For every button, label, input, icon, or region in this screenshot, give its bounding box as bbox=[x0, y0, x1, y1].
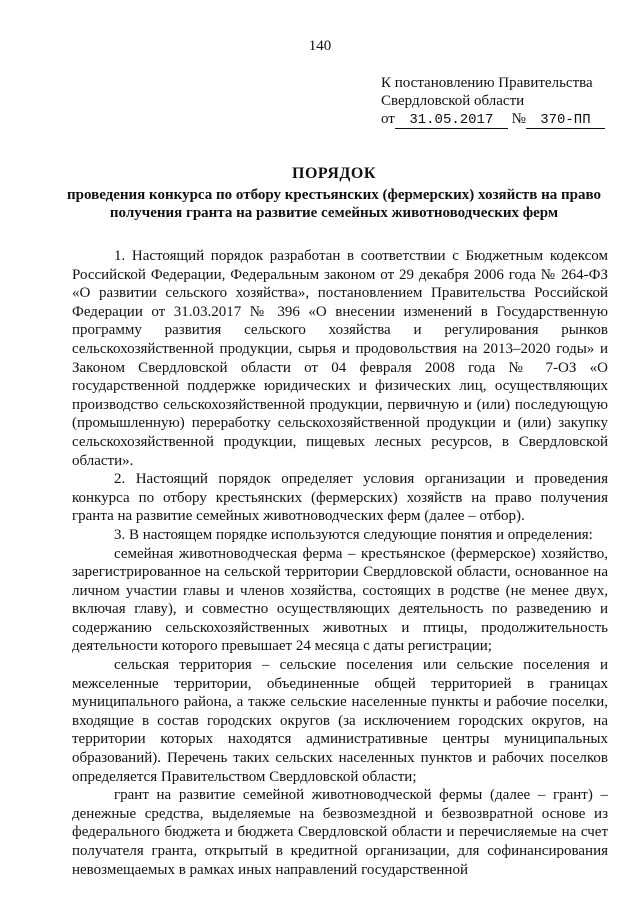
page-number: 140 bbox=[308, 38, 332, 54]
paragraph-1: 1. Настоящий порядок разработан в соответствии с Бюджетным кодексом Российской Федерации, Федеральным законом от 29 декабря 2006 года № 264-ФЗ «О развитии сельского хозяйства», постановлением Правительства Российской Федерации от 31.03.2017 № 396 «О внесении изменений в Государственную программу развития сельского хозяйства и регулирования рынков сельскохозяйственной продукции, сырья и продовольствия на 2013–2020 годы» и Законом Свердловской области от 04 февраля 2008 года № 7-ОЗ «О государственной поддержке юридических и физических лиц, осуществляющих производство сельскохозяйственной продукции, первичную и (или) последующую (промышленную) переработку сельскохозяйственной продукции и (или) закупку сельскохозяйственной продукции, пищевых лесных ресурсов, в Свердловской области». bbox=[72, 248, 608, 469]
paragraph-2: 2. Настоящий порядок определяет условия организации и проведения конкурса по отбору крестьянских (фермерских) хозяйств на право получения гранта на развитие семейных животноводческих ферм (далее – отбор). bbox=[72, 471, 608, 525]
definition-family-farm: семейная животноводческая ферма – крестьянское (фермерское) хозяйство, зарегистрированное на сельской территории Свердловской области, основанное на личном участии главы и членов хозяйства, состоящих в родстве (не менее двух, включая главу), и совместно осуществляющих деятельность по разведению и содержанию сельскохозяйственных животных и птицы, продолжительность деятельности которого превышает 24 месяца с даты регистрации; bbox=[72, 545, 608, 655]
approval-from-prefix: от bbox=[381, 111, 395, 127]
approval-line-2: Свердловской области bbox=[381, 93, 525, 109]
approval-block bbox=[381, 74, 621, 129]
approval-number-sign: № bbox=[511, 111, 526, 127]
approval-line-1: К постановлению Правительства bbox=[381, 75, 593, 91]
approval-date: 31.05.2017 bbox=[395, 113, 508, 129]
title-main: ПОРЯДОК bbox=[292, 165, 376, 182]
approval-line-3 bbox=[381, 110, 621, 129]
document-title bbox=[60, 164, 608, 222]
paragraph-3: 3. В настоящем порядке используются следующие понятия и определения: bbox=[114, 526, 593, 543]
document-body bbox=[72, 247, 608, 879]
definition-grant: грант на развитие семейной животноводческой фермы (далее – грант) – денежные средства, выделяемые на безвозмездной и безвозвратной основе из федерального бюджета и бюджета Свердловской области и перечисляемые на счет получателя гранта, открытый в кредитной организации, для софинансирования невозмещаемых в рамках иных направлений государственной bbox=[72, 787, 608, 878]
title-subtitle: проведения конкурса по отбору крестьянских (фермерских) хозяйств на право получения гранта на развитие семейных животноводческих ферм bbox=[66, 187, 602, 221]
approval-number: 370-ПП bbox=[526, 113, 605, 129]
definition-rural-territory: сельская территория – сельские поселения или сельские поселения и межселенные территории, объединенные общей территорией в границах муниципального района, а также сельские населенные пункты и рабочие поселки, входящие в состав городских округов (за исключением городских округов, на территории которых находятся административные центры муниципальных образований). Перечень таких сельских населенных пунктов и рабочих поселков определяется Правительством Свердловской области; bbox=[72, 657, 608, 785]
